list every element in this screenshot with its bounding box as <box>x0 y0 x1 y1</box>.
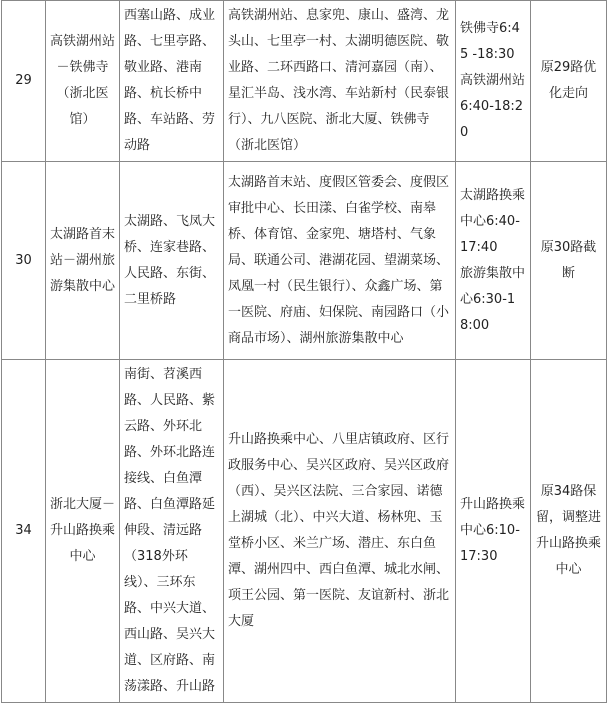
route-time: 升山路换乘中心6:10-17:30 <box>456 360 531 703</box>
bus-route-table <box>1 0 607 703</box>
route-number: 29 <box>2 1 46 162</box>
route-number: 34 <box>2 360 46 703</box>
route-roads: 西塞山路、成业路、七里亭路、敬业路、港南路、杭长桥中路、车站路、劳动路 <box>120 1 224 162</box>
route-stops: 太湖路首末站、度假区管委会、度假区审批中心、长田漾、白雀学校、南皋桥、体育馆、金家兜、塘塔村、气象局、联通公司、港湖花园、望湖菜场、凤凰一村（民生银行）、众鑫广场、第一医院、府庙、妇保院、南园路口（小商品市场）、湖州旅游集散中心 <box>224 162 456 360</box>
route-note: 原34路保留，调整进升山路换乘中心 <box>531 360 607 703</box>
table-row <box>2 360 607 703</box>
route-stops: 升山路换乘中心、八里店镇政府、区行政服务中心、吴兴区政府、吴兴区政府（西）、吴兴区法院、三合家园、诺德上湖城（北）、中兴大道、杨林兜、玉堂桥小区、米兰广场、潜庄、东白鱼潭、湖州四中、西白鱼潭、城北水闸、项王公园、第一医院、友谊新村、浙北大厦 <box>224 360 456 703</box>
route-number: 30 <box>2 162 46 360</box>
route-name: 高铁湖州站－铁佛寺（浙北医馆） <box>46 1 120 162</box>
table-row <box>2 1 607 162</box>
route-stops: 高铁湖州站、息家兜、康山、盛湾、龙头山、七里亭一村、太湖明德医院、敬业路、二环西路口、清河嘉园（南）、星汇半岛、浅水湾、车站新村（民泰银行）、九八医院、浙北大厦、铁佛寺（浙北医馆） <box>224 1 456 162</box>
route-note: 原29路优化走向 <box>531 1 607 162</box>
route-time: 太湖路换乘中心6:40-17:40 旅游集散中心6:30-18:00 <box>456 162 531 360</box>
route-time: 铁佛寺6:45 -18:30 高铁湖州站6:40-18:20 <box>456 1 531 162</box>
route-name: 浙北大厦－升山路换乘中心 <box>46 360 120 703</box>
table-row <box>2 162 607 360</box>
route-name: 太湖路首末站－湖州旅游集散中心 <box>46 162 120 360</box>
route-roads: 太湖路、飞凤大桥、连家巷路、人民路、东街、二里桥路 <box>120 162 224 360</box>
route-roads: 南街、苕溪西路、人民路、紫云路、外环北路、外环北路连接线、白鱼潭路、白鱼潭路延伸段、清远路（318外环线）、三环东路、中兴大道、西山路、吴兴大道、区府路、南荡漾路、升山路 <box>120 360 224 703</box>
route-note: 原30路截断 <box>531 162 607 360</box>
